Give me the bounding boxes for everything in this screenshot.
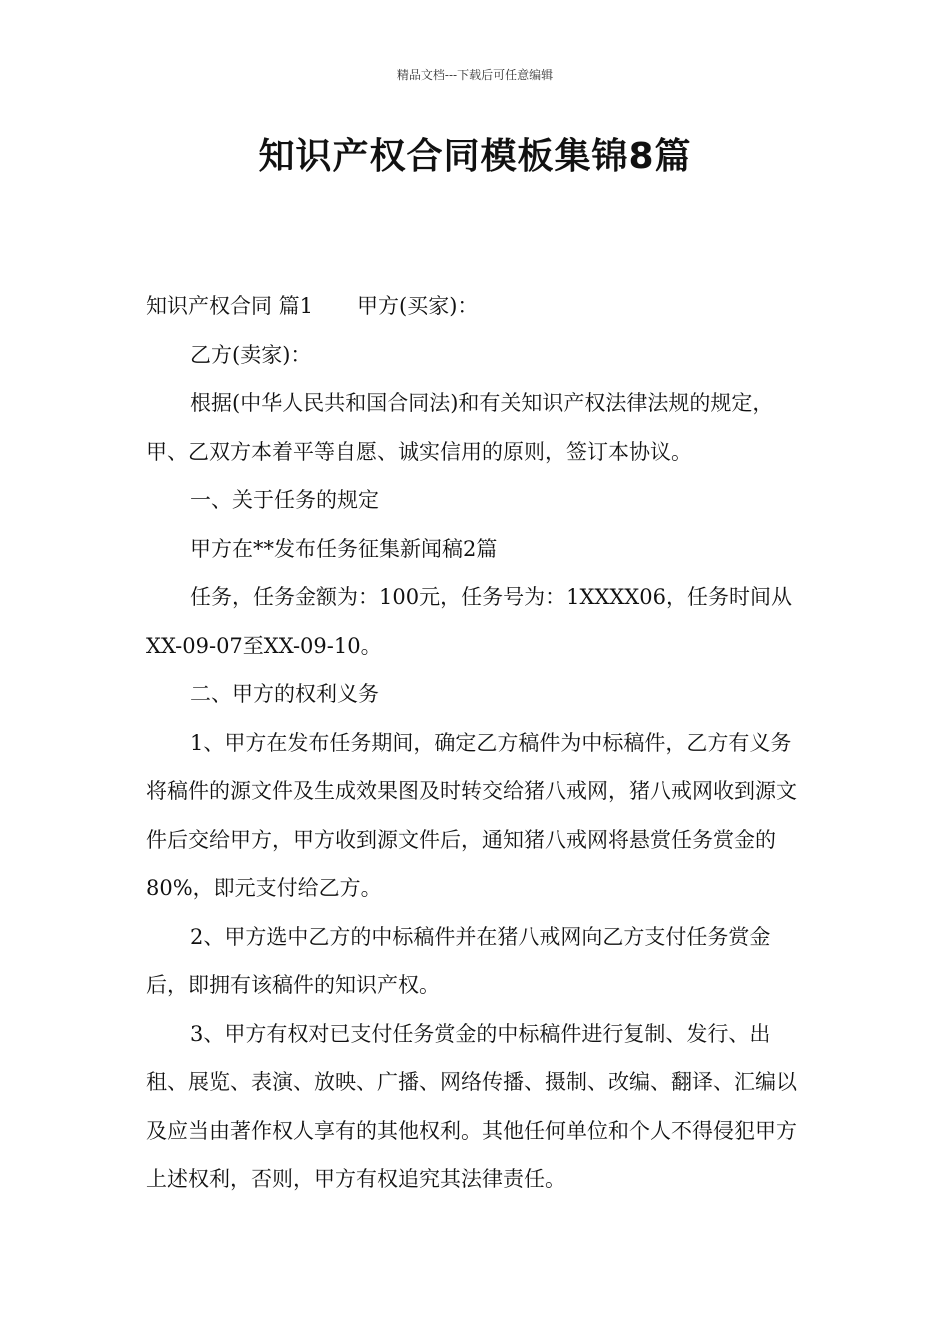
paragraph-intro: 根据(中华人民共和国合同法)和有关知识产权法律法规的规定，甲、乙双方本着平等自愿、诚实信用的原则，签订本协议。 <box>146 391 774 464</box>
first-line <box>146 282 810 331</box>
heading-party-a-rights: 二、甲方的权利义务 <box>190 682 379 706</box>
section-heading: 知识产权合同 篇1 <box>146 294 314 318</box>
party-b-label: 乙方(卖家)： <box>190 342 312 367</box>
clause-1: 1、甲方在发布任务期间，确定乙方稿件为中标稿件，乙方有义务将稿件的源文件及生成效果图及时转交给猪八戒网，猪八戒网收到源文件后交给甲方，甲方收到源文件后，通知猪八戒网将悬赏任务赏金的80%，即元支付给乙方。 <box>146 730 797 900</box>
clause-2: 2、甲方选中乙方的中标稿件并在猪八戒网向乙方支付任务赏金后，即拥有该稿件的知识产权。 <box>146 924 771 997</box>
heading-task-rules: 一、关于任务的规定 <box>190 488 379 512</box>
clause-3: 3、甲方有权对已支付任务赏金的中标稿件进行复制、发行、出租、展览、表演、放映、广播、网络传播、摄制、改编、翻译、汇编以及应当由著作权人享有的其他权利。其他任何单位和个人不得侵犯甲方上述权利，否则，甲方有权追究其法律责任。 <box>146 1021 797 1191</box>
header-note: 精品文档---下载后可任意编辑 <box>396 68 554 82</box>
document-body <box>146 282 810 1204</box>
paragraph-task-publish: 甲方在**发布任务征集新闻稿2篇 <box>190 536 498 561</box>
party-a-label: 甲方(买家)： <box>357 294 479 318</box>
document-title: 知识产权合同模板集锦8篇 <box>258 136 692 177</box>
paragraph-task-details: 任务，任务金额为：100元，任务号为：1XXXX06，任务时间从XX-09-07至XX-09-10。 <box>146 585 792 658</box>
